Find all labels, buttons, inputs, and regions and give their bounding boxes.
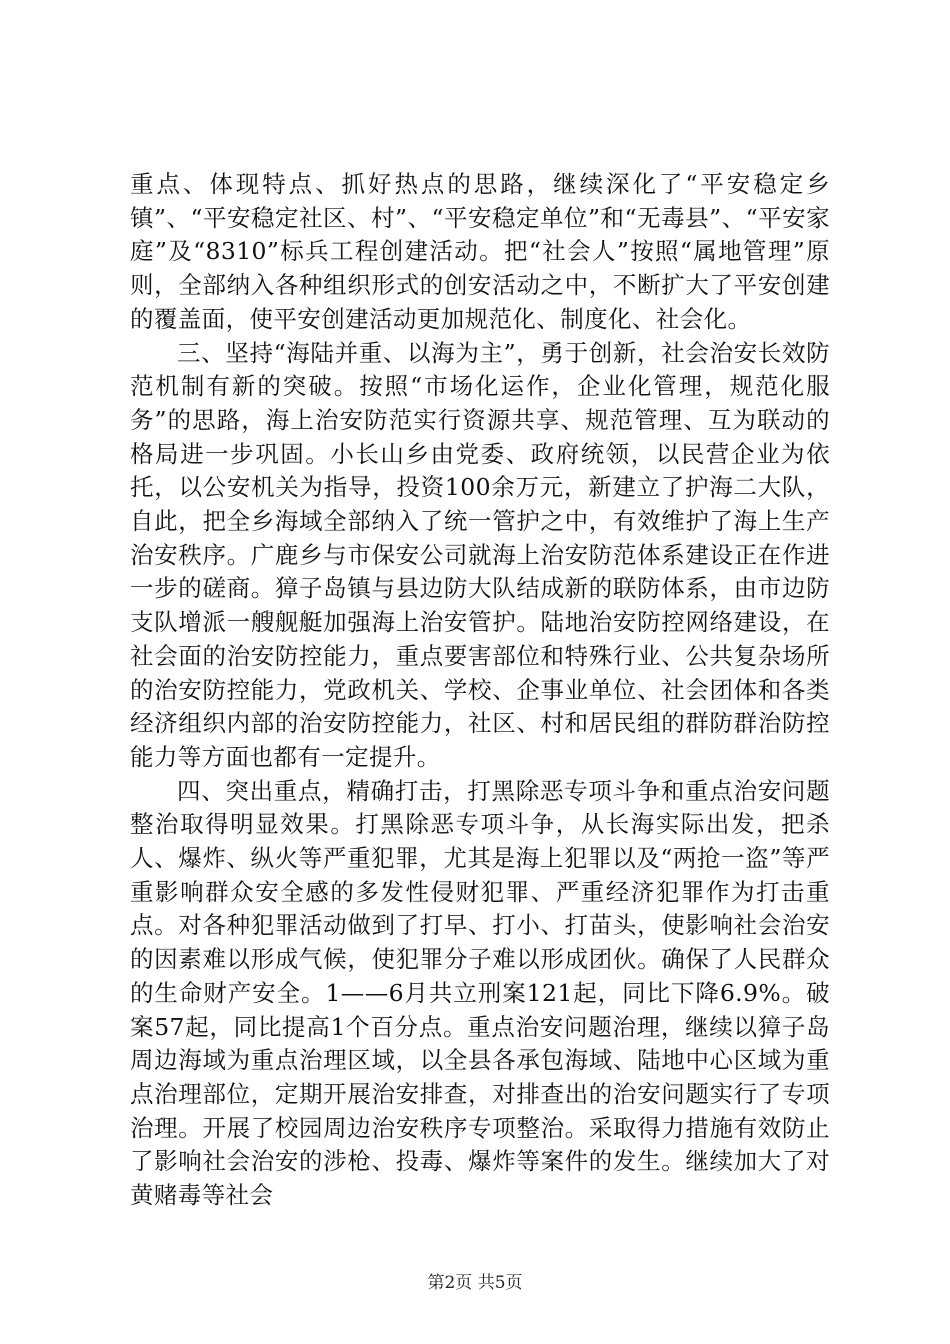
document-body [130, 168, 830, 1213]
paragraph-continued: 重点、体现特点、抓好热点的思路，继续深化了“平安稳定乡镇”、“平安稳定社区、村”、“平安稳定单位”和“无毒县”、“平安家庭”及“8310”标兵工程创建活动。把“社会人”按照“属地管理”原则，全部纳入各种组织形式的创安活动之中，不断扩大了平安创建的覆盖面，使平安创建活动更加规范化、制度化、社会化。 [130, 170, 830, 333]
paragraph-section-three: 三、坚持“海陆并重、以海为主”，勇于创新，社会治安长效防范机制有新的突破。按照“市场化运作，企业化管理，规范化服务”的思路，海上治安防范实行资源共享、规范管理、互为联动的格局进一步巩固。小长山乡由党委、政府统领，以民营企业为依托，以公安机关为指导，投资100余万元，新建立了护海二大队，自此，把全乡海域全部纳入了统一管护之中，有效维护了海上生产治安秩序。广鹿乡与市保安公司就海上治安防范体系建设正在作进一步的磋商。獐子岛镇与县边防大队结成新的联防体系，由市边防支队增派一艘舰艇加强海上治安管护。陆地治安防控网络建设，在社会面的治安防控能力，重点要害部位和特殊行业、公共复杂场所的治安防控能力，党政机关、学校、企事业单位、社会团体和各类经济组织内部的治安防控能力，社区、村和居民组的群防群治防控能力等方面也都有一定提升。 [130, 338, 830, 771]
paragraph-section-four: 四、突出重点，精确打击，打黑除恶专项斗争和重点治安问题整治取得明显效果。打黑除恶专项斗争，从长海实际出发，把杀人、爆炸、纵火等严重犯罪，尤其是海上犯罪以及“两抢一盗”等严重影响群众安全感的多发性侵财犯罪、严重经济犯罪作为打击重点。对各种犯罪活动做到了打早、打小、打苗头，使影响社会治安的因素难以形成气候，使犯罪分子难以形成团伙。确保了人民群众的生命财产安全。1——6月共立刑案121起，同比下降6.9%。破案57起，同比提高1个百分点。重点治安问题治理，继续以獐子岛周边海域为重点治理区域，以全县各承包海域、陆地中心区域为重点治理部位，定期开展治安排查，对排查出的治安问题实行了专项治理。开展了校园周边治安秩序专项整治。采取得力措施有效防止了影响社会治安的涉枪、投毒、爆炸等案件的发生。继续加大了对黄赌毒等社会 [130, 776, 830, 1210]
page-number-footer: 第2页 共5页 [427, 1273, 523, 1293]
